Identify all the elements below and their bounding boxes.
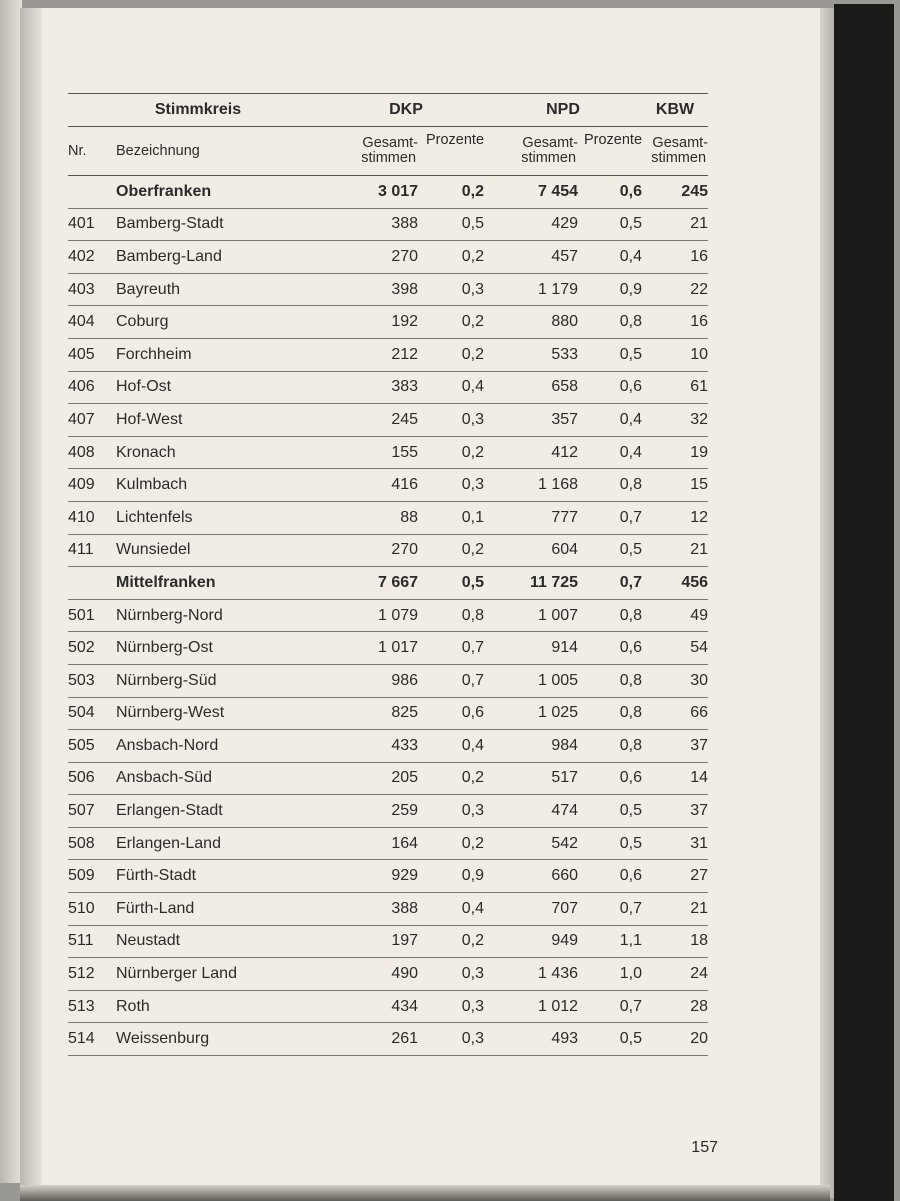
cell-name: Roth [116,990,328,1023]
cell-name: Bayreuth [116,273,328,306]
cell-name: Coburg [116,306,328,339]
cell-name: Hof-Ost [116,371,328,404]
cell-npd-pct: 0,6 [578,762,642,795]
cell-npd-pct: 0,4 [578,436,642,469]
cell-npd-total: 1 168 [484,469,578,502]
header-gesamt-line1: Gesamt- [652,135,709,151]
cell-nr: 408 [68,436,116,469]
cell-kbw-total: 31 [642,827,708,860]
cell-npd-pct: 0,4 [578,404,642,437]
cell-dkp-pct: 0,3 [418,469,484,502]
cell-npd-total: 1 179 [484,273,578,306]
cell-dkp-pct: 0,4 [418,893,484,926]
cell-nr: 511 [68,925,116,958]
election-results-table [68,93,708,1056]
header-npd-prozente: Prozente [578,127,642,176]
cell-dkp-total: 7 667 [328,567,418,600]
cell-name: Lichtenfels [116,501,328,534]
table-row [68,306,708,339]
cell-name: Kronach [116,436,328,469]
cell-name: Erlangen-Land [116,827,328,860]
cell-nr: 410 [68,501,116,534]
cell-kbw-total: 32 [642,404,708,437]
cell-name: Nürnberg-Süd [116,664,328,697]
header-gesamt-line2: stimmen [521,150,577,166]
cell-kbw-total: 16 [642,241,708,274]
cell-dkp-total: 192 [328,306,418,339]
cell-dkp-total: 88 [328,501,418,534]
cell-name: Kulmbach [116,469,328,502]
cell-npd-pct: 1,0 [578,958,642,991]
table-group-header [68,94,708,127]
cell-dkp-total: 433 [328,730,418,763]
cell-npd-pct: 0,9 [578,273,642,306]
header-gesamt-line1: Gesamt- [362,135,419,151]
cell-dkp-pct: 0,1 [418,501,484,534]
cell-name: Neustadt [116,925,328,958]
cell-npd-total: 542 [484,827,578,860]
cell-npd-pct: 0,4 [578,241,642,274]
cell-kbw-total: 49 [642,599,708,632]
cell-nr: 409 [68,469,116,502]
cell-npd-total: 493 [484,1023,578,1056]
header-gesamt-line1: Gesamt- [522,135,579,151]
table-row [68,501,708,534]
table-row [68,893,708,926]
cell-name: Ansbach-Süd [116,762,328,795]
cell-nr: 512 [68,958,116,991]
region-row [68,176,708,209]
cell-dkp-total: 270 [328,241,418,274]
cell-dkp-pct: 0,2 [418,762,484,795]
cell-npd-pct: 0,5 [578,208,642,241]
page-edge [820,8,834,1198]
cell-nr: 405 [68,338,116,371]
cell-npd-total: 517 [484,762,578,795]
cell-dkp-total: 388 [328,208,418,241]
cell-kbw-total: 14 [642,762,708,795]
cell-npd-total: 660 [484,860,578,893]
cell-dkp-total: 1 079 [328,599,418,632]
cell-dkp-pct: 0,2 [418,827,484,860]
cell-npd-total: 914 [484,632,578,665]
cell-dkp-total: 929 [328,860,418,893]
header-dkp: DKP [328,94,484,127]
cell-dkp-total: 270 [328,534,418,567]
cell-npd-total: 707 [484,893,578,926]
cell-kbw-total: 54 [642,632,708,665]
table-row [68,990,708,1023]
cell-name: Oberfranken [116,176,328,209]
cell-dkp-pct: 0,3 [418,795,484,828]
header-nr: Nr. [68,127,116,176]
cell-dkp-pct: 0,2 [418,176,484,209]
cell-nr: 407 [68,404,116,437]
cell-name: Nürnberg-Ost [116,632,328,665]
header-stimmkreis: Stimmkreis [68,94,328,127]
cell-npd-total: 429 [484,208,578,241]
cell-npd-total: 11 725 [484,567,578,600]
cell-kbw-total: 27 [642,860,708,893]
cell-npd-pct: 0,8 [578,697,642,730]
table-row [68,404,708,437]
cell-name: Bamberg-Land [116,241,328,274]
cell-nr [68,176,116,209]
table-row [68,632,708,665]
cell-npd-total: 604 [484,534,578,567]
cell-npd-total: 357 [484,404,578,437]
cell-npd-total: 1 025 [484,697,578,730]
cell-npd-total: 984 [484,730,578,763]
cell-nr: 406 [68,371,116,404]
cell-dkp-pct: 0,8 [418,599,484,632]
cell-kbw-total: 28 [642,990,708,1023]
cell-dkp-pct: 0,4 [418,371,484,404]
table-row [68,697,708,730]
table-row [68,1023,708,1056]
cell-npd-total: 777 [484,501,578,534]
cell-dkp-total: 212 [328,338,418,371]
cell-npd-pct: 0,6 [578,176,642,209]
header-bezeichnung: Bezeichnung [116,127,328,176]
cell-dkp-total: 434 [328,990,418,1023]
book-spine-shadow [0,0,22,1183]
cell-nr: 401 [68,208,116,241]
cell-npd-pct: 0,8 [578,730,642,763]
cell-kbw-total: 19 [642,436,708,469]
cell-dkp-total: 825 [328,697,418,730]
cell-dkp-pct: 0,2 [418,925,484,958]
cell-name: Hof-West [116,404,328,437]
page-number: 157 [691,1139,718,1156]
cell-name: Nürnberg-Nord [116,599,328,632]
cell-kbw-total: 16 [642,306,708,339]
table-row [68,371,708,404]
table-row [68,469,708,502]
cell-kbw-total: 456 [642,567,708,600]
cell-dkp-pct: 0,2 [418,241,484,274]
header-dkp-gesamt [328,127,418,176]
header-kbw-gesamt [642,127,708,176]
cell-name: Ansbach-Nord [116,730,328,763]
cell-kbw-total: 37 [642,730,708,763]
cell-npd-pct: 0,6 [578,632,642,665]
cell-nr: 514 [68,1023,116,1056]
cell-dkp-pct: 0,5 [418,208,484,241]
cell-nr: 502 [68,632,116,665]
cell-npd-pct: 0,5 [578,338,642,371]
region-row [68,567,708,600]
header-gesamt-line2: stimmen [361,150,417,166]
cell-name: Mittelfranken [116,567,328,600]
cell-npd-pct: 0,5 [578,1023,642,1056]
cell-nr: 507 [68,795,116,828]
cell-dkp-total: 245 [328,404,418,437]
cell-nr: 513 [68,990,116,1023]
book-cover-edge [834,4,894,1201]
cell-npd-pct: 0,5 [578,534,642,567]
cell-npd-total: 880 [484,306,578,339]
cell-dkp-pct: 0,2 [418,338,484,371]
cell-dkp-pct: 0,3 [418,404,484,437]
cell-dkp-pct: 0,4 [418,730,484,763]
cell-nr: 506 [68,762,116,795]
cell-npd-pct: 0,5 [578,827,642,860]
cell-npd-pct: 0,8 [578,306,642,339]
cell-name: Bamberg-Stadt [116,208,328,241]
cell-nr: 504 [68,697,116,730]
cell-npd-pct: 0,8 [578,664,642,697]
table-row [68,925,708,958]
cell-nr: 403 [68,273,116,306]
cell-name: Nürnberg-West [116,697,328,730]
table-row [68,762,708,795]
table-sub-header [68,127,708,176]
cell-nr: 501 [68,599,116,632]
header-npd: NPD [484,94,642,127]
cell-dkp-pct: 0,3 [418,990,484,1023]
cell-npd-pct: 0,7 [578,990,642,1023]
table-row [68,208,708,241]
cell-dkp-total: 3 017 [328,176,418,209]
table-row [68,795,708,828]
cell-dkp-pct: 0,5 [418,567,484,600]
cell-nr: 402 [68,241,116,274]
cell-kbw-total: 22 [642,273,708,306]
page-gutter [20,8,42,1191]
cell-nr: 509 [68,860,116,893]
cell-kbw-total: 21 [642,208,708,241]
cell-dkp-total: 155 [328,436,418,469]
cell-dkp-pct: 0,2 [418,436,484,469]
cell-dkp-pct: 0,2 [418,306,484,339]
header-kbw: KBW [642,94,708,127]
cell-dkp-pct: 0,2 [418,534,484,567]
table-row [68,958,708,991]
cell-kbw-total: 245 [642,176,708,209]
cell-name: Weissenburg [116,1023,328,1056]
cell-npd-pct: 0,7 [578,501,642,534]
cell-dkp-pct: 0,3 [418,273,484,306]
cell-kbw-total: 20 [642,1023,708,1056]
cell-dkp-pct: 0,7 [418,632,484,665]
cell-npd-total: 533 [484,338,578,371]
table-row [68,436,708,469]
cell-dkp-total: 1 017 [328,632,418,665]
cell-npd-pct: 1,1 [578,925,642,958]
cell-kbw-total: 66 [642,697,708,730]
cell-npd-total: 7 454 [484,176,578,209]
cell-name: Nürnberger Land [116,958,328,991]
cell-kbw-total: 30 [642,664,708,697]
cell-npd-pct: 0,5 [578,795,642,828]
cell-dkp-total: 205 [328,762,418,795]
cell-nr: 508 [68,827,116,860]
cell-dkp-total: 164 [328,827,418,860]
cell-dkp-total: 259 [328,795,418,828]
header-gesamt-line2: stimmen [651,150,707,166]
cell-kbw-total: 18 [642,925,708,958]
cell-npd-pct: 0,6 [578,860,642,893]
cell-name: Erlangen-Stadt [116,795,328,828]
cell-npd-total: 658 [484,371,578,404]
cell-dkp-pct: 0,3 [418,1023,484,1056]
header-dkp-prozente: Prozente [418,127,484,176]
table-row [68,827,708,860]
table-row [68,730,708,763]
cell-nr: 510 [68,893,116,926]
table-row [68,534,708,567]
cell-npd-pct: 0,6 [578,371,642,404]
cell-npd-total: 412 [484,436,578,469]
table-row [68,338,708,371]
table-row [68,273,708,306]
cell-dkp-pct: 0,3 [418,958,484,991]
cell-dkp-pct: 0,6 [418,697,484,730]
cell-nr: 503 [68,664,116,697]
cell-dkp-total: 261 [328,1023,418,1056]
cell-npd-total: 1 005 [484,664,578,697]
cell-dkp-pct: 0,9 [418,860,484,893]
cell-dkp-total: 383 [328,371,418,404]
cell-kbw-total: 21 [642,893,708,926]
cell-kbw-total: 37 [642,795,708,828]
cell-dkp-total: 197 [328,925,418,958]
cell-dkp-total: 398 [328,273,418,306]
cell-name: Forchheim [116,338,328,371]
cell-dkp-total: 416 [328,469,418,502]
cell-kbw-total: 21 [642,534,708,567]
cell-nr: 404 [68,306,116,339]
cell-kbw-total: 61 [642,371,708,404]
cell-npd-total: 1 436 [484,958,578,991]
table-row [68,241,708,274]
cell-name: Fürth-Land [116,893,328,926]
cell-nr: 505 [68,730,116,763]
cell-npd-pct: 0,7 [578,893,642,926]
cell-kbw-total: 15 [642,469,708,502]
cell-dkp-pct: 0,7 [418,664,484,697]
cell-npd-total: 1 012 [484,990,578,1023]
table-row [68,860,708,893]
cell-npd-total: 474 [484,795,578,828]
cell-npd-total: 457 [484,241,578,274]
cell-kbw-total: 24 [642,958,708,991]
header-npd-gesamt [484,127,578,176]
cell-kbw-total: 10 [642,338,708,371]
cell-dkp-total: 986 [328,664,418,697]
cell-npd-pct: 0,8 [578,599,642,632]
cell-name: Wunsiedel [116,534,328,567]
page-bottom-edge [20,1185,830,1201]
cell-kbw-total: 12 [642,501,708,534]
cell-npd-total: 1 007 [484,599,578,632]
cell-npd-pct: 0,7 [578,567,642,600]
cell-dkp-total: 388 [328,893,418,926]
cell-nr [68,567,116,600]
cell-name: Fürth-Stadt [116,860,328,893]
cell-dkp-total: 490 [328,958,418,991]
cell-npd-total: 949 [484,925,578,958]
table-body [68,176,708,1056]
table-row [68,599,708,632]
cell-npd-pct: 0,8 [578,469,642,502]
cell-nr: 411 [68,534,116,567]
table-row [68,664,708,697]
